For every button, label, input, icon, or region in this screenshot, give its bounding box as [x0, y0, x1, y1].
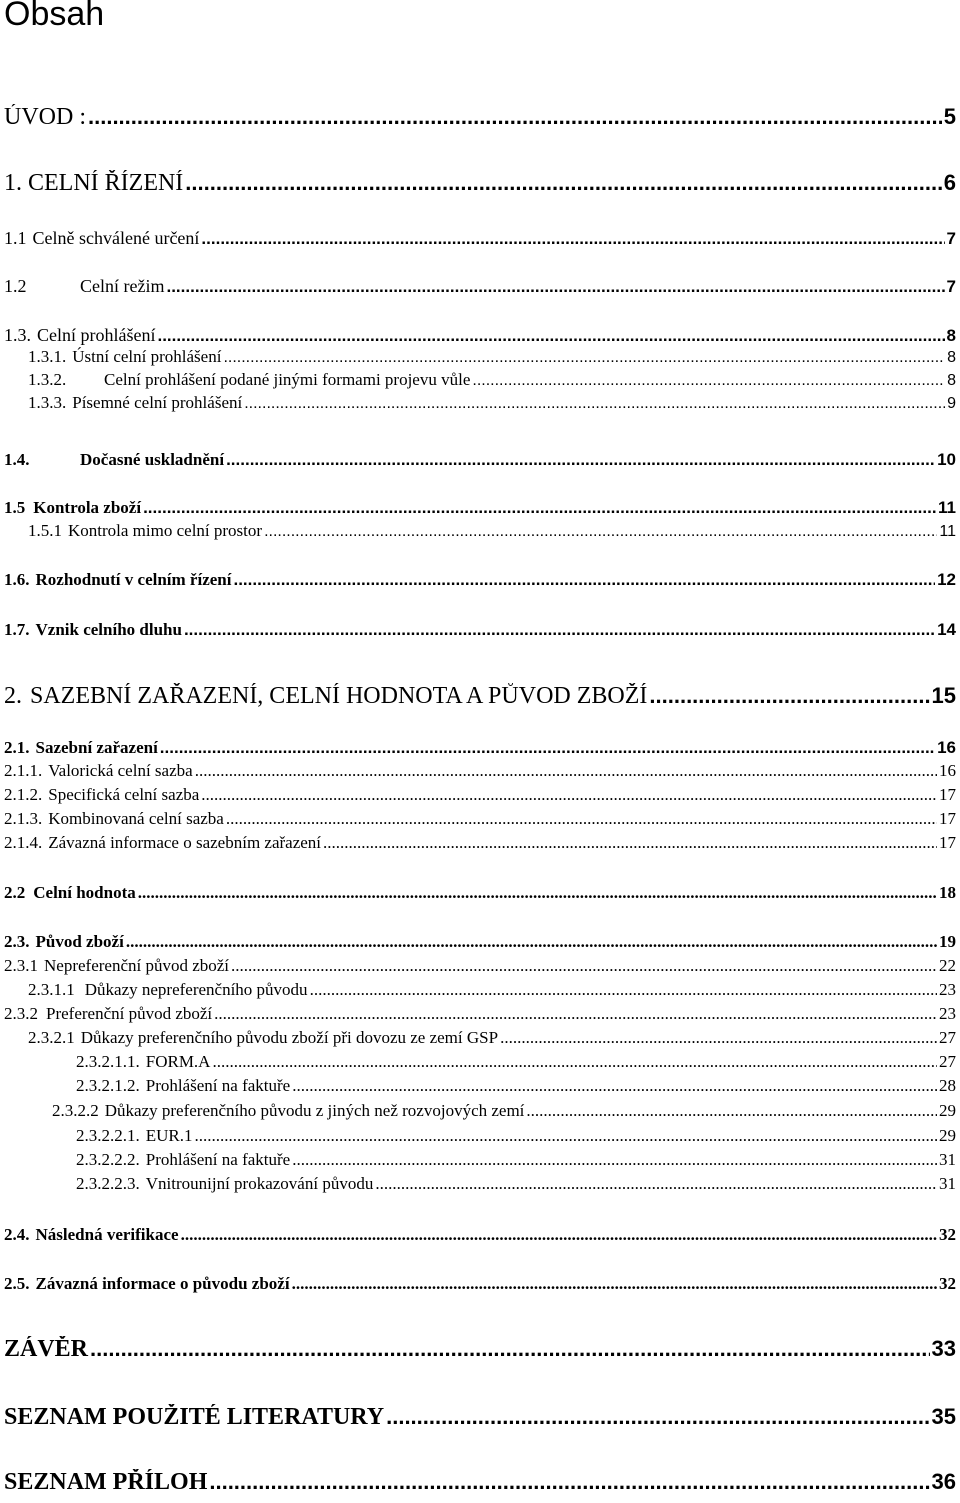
toc-entry-1-1[interactable] — [4, 228, 956, 254]
toc-entry-label: 1.3. Celní prohlášení — [4, 325, 156, 345]
toc-entry-2-1-1[interactable] — [4, 761, 956, 787]
toc-entry-label: 1.2 Celní režim — [4, 276, 165, 296]
toc-dot-leader — [231, 956, 937, 976]
toc-dot-leader — [90, 1336, 930, 1362]
toc-dot-leader — [157, 326, 944, 346]
toc-entry-label: 2. SAZEBNÍ ZAŘAZENÍ, CELNÍ HODNOTA A PŮVOD ZBOŽÍ — [4, 683, 648, 709]
toc-dot-leader — [195, 1126, 938, 1146]
toc-page-number: 18 — [939, 883, 956, 902]
toc-page-number: 35 — [931, 1404, 956, 1429]
toc-entry-label: 2.3.2.2.2. Prohlášení na faktuře — [76, 1150, 291, 1169]
toc-entry-2-3-2-2-2[interactable] — [76, 1150, 956, 1176]
toc-dot-leader — [226, 450, 935, 470]
toc-entry-2-1-4[interactable] — [4, 833, 956, 859]
toc-dot-leader — [386, 1404, 929, 1430]
toc-page-number: 7 — [946, 229, 956, 248]
toc-entry-label: ÚVOD : — [4, 104, 86, 130]
toc-dot-leader — [185, 170, 941, 196]
toc-dot-leader — [88, 104, 942, 130]
toc-entry-label: 2.1. Sazební zařazení — [4, 738, 158, 757]
toc-entry-label: 1.3.2. Celní prohlášení podané jinými formami projevu vůle — [28, 370, 471, 389]
toc-entry-2-3-2-2[interactable] — [52, 1101, 956, 1127]
toc-dot-leader — [244, 395, 945, 413]
toc-entry-1-6[interactable] — [4, 570, 956, 596]
toc-dot-leader — [526, 1101, 937, 1121]
toc-page-number: 23 — [939, 1004, 956, 1023]
toc-dot-leader — [472, 372, 945, 390]
toc-dot-leader — [292, 1150, 937, 1170]
toc-entry-1-2[interactable] — [4, 276, 956, 302]
toc-dot-leader — [264, 523, 937, 541]
toc-page-number: 19 — [939, 932, 956, 951]
toc-dot-leader — [184, 620, 935, 640]
toc-dot-leader — [195, 761, 937, 781]
toc-entry-2-2[interactable] — [4, 883, 956, 909]
toc-page-number: 33 — [931, 1336, 956, 1361]
toc-page-number: 29 — [939, 1126, 956, 1145]
toc-entry-label: 1. CELNÍ ŘÍZENÍ — [4, 170, 184, 196]
toc-entry-label: 1.4. Dočasné uskladnění — [4, 450, 225, 469]
toc-entry-uvod[interactable] — [4, 104, 956, 138]
toc-entry-label: 1.1 Celně schválené určení — [4, 228, 200, 248]
toc-dot-leader — [143, 498, 936, 518]
toc-entry-chapter-1[interactable] — [4, 170, 956, 204]
toc-page-number: 36 — [931, 1469, 956, 1494]
toc-dot-leader — [138, 883, 937, 903]
toc-dot-leader — [201, 229, 944, 249]
toc-entry-label: 2.5. Závazná informace o původu zboží — [4, 1274, 290, 1293]
toc-dot-leader — [201, 785, 937, 805]
toc-page-number: 31 — [939, 1174, 956, 1193]
toc-page-number: 9 — [947, 395, 956, 412]
toc-entry-2-4[interactable] — [4, 1225, 956, 1251]
toc-entry-label: SEZNAM POUŽITÉ LITERATURY — [4, 1404, 385, 1430]
toc-entry-label: 2.3.2.1 Důkazy preferenčního původu zboží při dovozu ze zemí GSP — [28, 1028, 499, 1047]
toc-dot-leader — [226, 809, 937, 829]
toc-dot-leader — [233, 570, 935, 590]
toc-entry-1-7[interactable] — [4, 620, 956, 646]
toc-entry-label: 1.3.3. Písemné celní prohlášení — [28, 393, 243, 412]
toc-entry-2-3-1-1[interactable] — [28, 980, 956, 1006]
toc-entry-label: 1.6. Rozhodnutí v celním řízení — [4, 570, 232, 589]
toc-entry-2-1-3[interactable] — [4, 809, 956, 835]
toc-entry-label: 2.3. Původ zboží — [4, 932, 124, 951]
toc-entry-label: SEZNAM PŘÍLOH — [4, 1469, 208, 1495]
toc-page-number: 6 — [943, 170, 956, 195]
toc-page-number: 8 — [947, 372, 956, 389]
toc-page-number: 22 — [939, 956, 956, 975]
toc-dot-leader — [214, 1004, 937, 1024]
toc-entry-2-3[interactable] — [4, 932, 956, 958]
toc-page-number: 32 — [939, 1225, 956, 1244]
toc-entry-2-3-2-2-3[interactable] — [76, 1174, 956, 1200]
toc-entry-label: 2.3.1.1 Důkazy nepreferenčního původu — [28, 980, 308, 999]
toc-entry-conclusion[interactable] — [4, 1336, 956, 1370]
toc-entry-bibliography[interactable] — [4, 1404, 956, 1438]
toc-dot-leader — [292, 1076, 937, 1096]
toc-entry-2-3-2-1[interactable] — [28, 1028, 956, 1054]
toc-entry-label: ZÁVĚR — [4, 1336, 89, 1362]
toc-entry-label: 2.3.2.1.1. FORM.A — [76, 1052, 211, 1071]
toc-dot-leader — [212, 1052, 937, 1072]
toc-dot-leader — [500, 1028, 937, 1048]
toc-entry-label: 2.3.2 Preferenční původ zboží — [4, 1004, 213, 1023]
toc-page-number: 17 — [939, 785, 956, 804]
toc-entry-2-3-2-1-2[interactable] — [76, 1076, 956, 1102]
toc-dot-leader — [310, 980, 937, 1000]
toc-page-number: 27 — [939, 1028, 956, 1047]
toc-entry-label: 2.3.2.2.3. Vnitrounijní prokazování původu — [76, 1174, 374, 1193]
toc-entry-label: 2.2 Celní hodnota — [4, 883, 136, 902]
toc-page-number: 16 — [939, 761, 956, 780]
toc-page-number: 8 — [947, 349, 956, 366]
toc-dot-leader — [375, 1174, 937, 1194]
toc-page-number: 8 — [946, 326, 956, 345]
toc-page-number: 32 — [939, 1274, 956, 1293]
toc-page-number: 11 — [938, 498, 956, 517]
toc-entry-1-5-1[interactable] — [28, 521, 956, 547]
toc-page-number: 7 — [946, 277, 956, 296]
toc-dot-leader — [209, 1469, 929, 1495]
toc-entry-1-4[interactable] — [4, 450, 956, 476]
toc-entry-label: 2.1.4. Závazná informace o sazebním zařazení — [4, 833, 322, 852]
toc-page-number: 27 — [939, 1052, 956, 1071]
toc-entry-label: 2.1.2. Specifická celní sazba — [4, 785, 200, 804]
toc-entry-label: 1.5.1 Kontrola mimo celní prostor — [28, 521, 263, 540]
toc-dot-leader — [292, 1274, 937, 1294]
toc-page-number: 23 — [939, 980, 956, 999]
toc-entry-label: 2.1.3. Kombinovaná celní sazba — [4, 809, 224, 828]
toc-entry-label: 2.3.2.2.1. EUR.1 — [76, 1126, 193, 1145]
toc-page-number: 10 — [937, 450, 956, 469]
toc-page-number: 5 — [943, 104, 956, 129]
toc-entry-2-3-1[interactable] — [4, 956, 956, 982]
toc-entry-label: 2.1.1. Valorická celní sazba — [4, 761, 193, 780]
toc-entry-label: 2.3.2.1.2. Prohlášení na faktuře — [76, 1076, 291, 1095]
toc-page-number: 15 — [931, 683, 956, 708]
toc-page-number: 12 — [937, 570, 956, 589]
page-title: Obsah — [4, 0, 105, 33]
toc-page-number: 17 — [939, 833, 956, 852]
toc-dot-leader — [223, 349, 945, 367]
toc-entry-2-3-2-1-1[interactable] — [76, 1052, 956, 1078]
toc-page-number: 17 — [939, 809, 956, 828]
toc-entry-label: 1.7. Vznik celního dluhu — [4, 620, 182, 639]
toc-dot-leader — [181, 1225, 937, 1245]
toc-dot-leader — [166, 277, 944, 297]
toc-entry-label: 1.3.1. Ústní celní prohlášení — [28, 347, 222, 366]
toc-entry-label: 1.5 Kontrola zboží — [4, 498, 142, 517]
toc-entry-appendices[interactable] — [4, 1469, 956, 1503]
toc-page-number: 14 — [937, 620, 956, 639]
toc-entry-label: 2.3.2.2 Důkazy preferenčního původu z jiných než rozvojových zemí — [52, 1101, 525, 1120]
toc-entry-2-1-2[interactable] — [4, 785, 956, 811]
toc-dot-leader — [649, 683, 929, 709]
toc-page-number: 11 — [939, 523, 956, 540]
toc-entry-1-3-3[interactable] — [28, 393, 956, 419]
toc-page-number: 16 — [937, 738, 956, 757]
toc-page-number: 29 — [939, 1101, 956, 1120]
toc-page-number: 31 — [939, 1150, 956, 1169]
toc-entry-label: 2.3.1 Nepreferenční původ zboží — [4, 956, 230, 975]
toc-page-number: 28 — [939, 1076, 956, 1095]
toc-dot-leader — [323, 833, 937, 853]
toc-dot-leader — [126, 932, 937, 952]
toc-entry-2-3-2-2-1[interactable] — [76, 1126, 956, 1152]
toc-entry-label: 2.4. Následná verifikace — [4, 1225, 179, 1244]
toc-entry-chapter-2[interactable] — [4, 683, 956, 717]
toc-entry-2-3-2[interactable] — [4, 1004, 956, 1030]
toc-dot-leader — [160, 738, 935, 758]
toc-entry-2-5[interactable] — [4, 1274, 956, 1300]
